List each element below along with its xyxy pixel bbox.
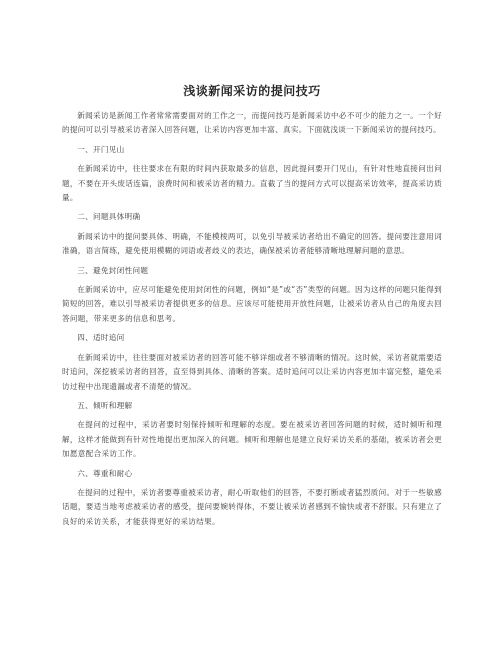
section-body-2: 新闻采访中的提问要具体、明确，不能模棱两可，以免引导被采访者给出不确定的回答。提问要注意用词准确，语言简练，避免使用模糊的词语或者歧义的表达，确保被采访者能够清晰地理解问题的意思。 — [62, 231, 442, 256]
section-heading-5: 五、倾听和理解 — [77, 400, 133, 410]
section-body-6: 在提问的过程中，采访者要尊重被采访者，耐心听取他们的回答，不要打断或者猛烈质问。对于一些敏感话题，要适当地考虑被采访者的感受，提问要婉转得体，不要让被采访者感到不愉快或者不舒服。只有建立了良好的采访关系，才能获得更好的采访结果。 — [62, 487, 442, 526]
section-body-4: 在新闻采访中，往往要面对被采访者的回答可能不够详细或者不够清晰的情况。这时候，采访者就需要适时追问，深挖被采访者的回答，直至得到具体、清晰的答案。适时追问可以让采访内容更加丰富完整，避免采访过程中出现遗漏或者不清楚的情况。 — [62, 352, 442, 391]
section-heading-3: 三、避免封闭性问题 — [77, 265, 149, 275]
document-title: 浅谈新闻采访的提问技巧 — [183, 84, 321, 98]
section-heading-1: 一、开门见山 — [77, 144, 125, 154]
section-heading-4: 四、适时追问 — [77, 333, 125, 343]
section-heading-2: 二、问题具体明确 — [77, 212, 141, 222]
section-heading-6: 六、尊重和耐心 — [77, 468, 133, 478]
document-page — [62, 50, 442, 534]
section-body-3: 在新闻采访中，应尽可能避免使用封闭性的问题，例如“是”或“否”类型的问题。因为这样的问题只能得到简短的回答，难以引导被采访者提供更多的信息。应该尽可能使用开放性问题，让被采访者从自己的角度去回答问题，带来更多的信息和思考。 — [62, 285, 442, 323]
intro-paragraph: 新闻采访是新闻工作者常常需要面对的工作之一，而提问技巧是新闻采访中必不可少的能力之一。一个好的提问可以引导被采访者深入回答问题，让采访内容更加丰富、真实。下面就浅谈一下新闻采访的提问技巧。 — [62, 111, 442, 135]
section-body-5: 在提问的过程中，采访者要时刻保持倾听和理解的态度。要在被采访者回答问题的时候，适时倾听和理解，这样才能做到有针对性地提出更加深入的问题。倾听和理解也是建立良好采访关系的基础，被采访者会更加愿意配合采访工作。 — [62, 420, 442, 459]
section-body-1: 在新闻采访中，往往要求在有限的时间内获取最多的信息，因此提问要开门见山，有针对性地直接问出问题，不要在开头废话连篇，浪费时间和被采访者的精力。直截了当的提问方式可以提高采访效率，提高采访质量。 — [62, 164, 442, 203]
